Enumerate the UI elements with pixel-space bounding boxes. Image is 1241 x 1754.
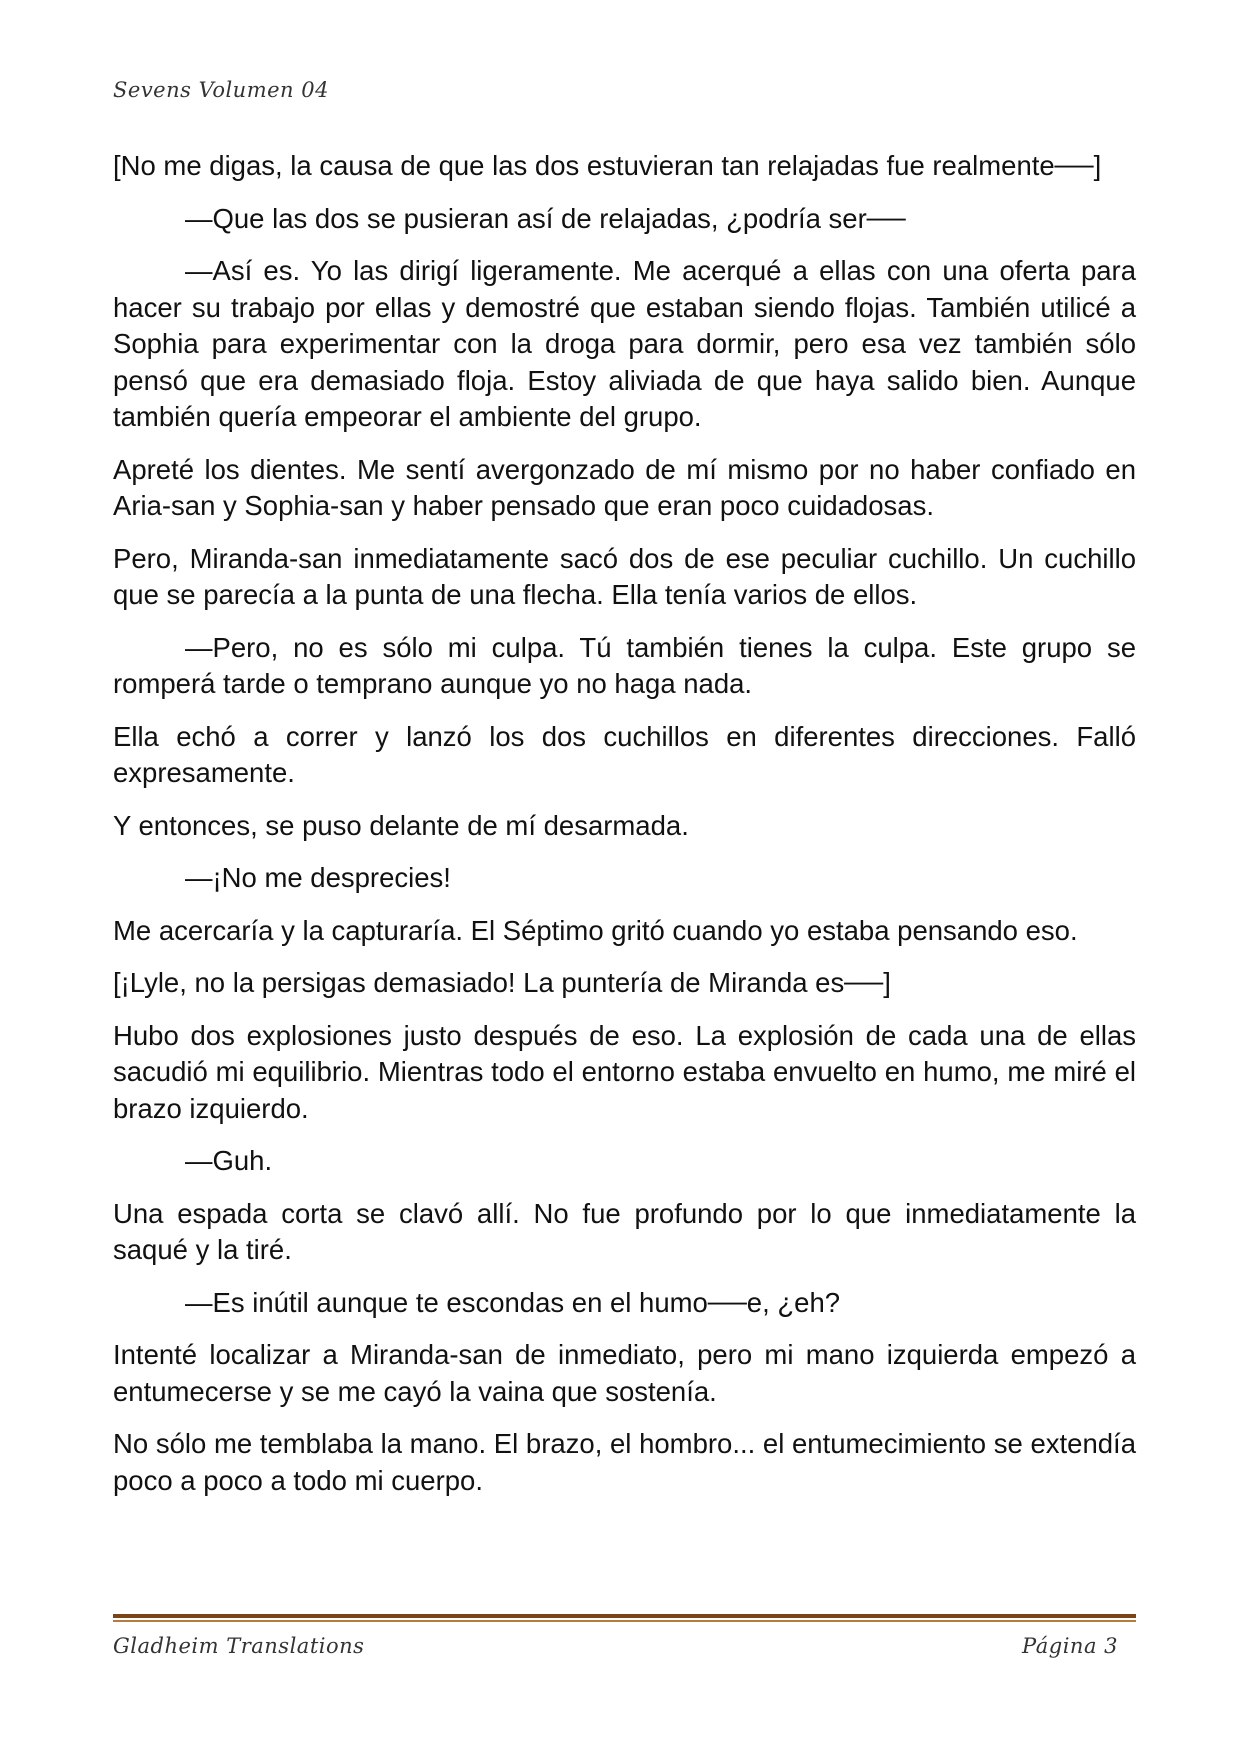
paragraph: Hubo dos explosiones justo después de eso. La explosión de cada una de ellas sacudió mi equilibrio. Mientras todo el entorno estaba envuelto en humo, me miré el brazo izquierdo. <box>113 1019 1136 1124</box>
paragraph: [No me digas, la causa de que las dos estuvieran tan relajadas fue realmente──] <box>113 150 1102 181</box>
paragraph: Me acercaría y la capturaría. El Séptimo gritó cuando yo estaba pensando eso. <box>113 914 1078 946</box>
paragraph: Intenté localizar a Miranda-san de inmediato, pero mi mano izquierda empezó a entumecerse y se me cayó la vaina que sostenía. <box>113 1339 1136 1407</box>
paragraph: No sólo me temblaba la mano. El brazo, el hombro... el entumecimiento se extendía poco a poco a todo mi cuerpo. <box>113 1428 1136 1496</box>
dialogue-paragraph: —Que las dos se pusieran así de relajadas, ¿podría ser── <box>185 202 906 234</box>
dialogue-paragraph: —Pero, no es sólo mi culpa. Tú también tienes la culpa. Este grupo se romperá tarde o temprano aunque yo no haga nada. <box>113 631 1136 699</box>
paragraph: [¡Lyle, no la persigas demasiado! La puntería de Miranda es──] <box>113 967 891 998</box>
dialogue-paragraph: —¡No me desprecies! <box>185 862 451 893</box>
paragraph: Apreté los dientes. Me sentí avergonzado de mí mismo por no haber confiado en Aria-san y Sophia-san y haber pensado que eran poco cuidadosas. <box>113 453 1136 521</box>
paragraph: Ella echó a correr y lanzó los dos cuchillos en diferentes direcciones. Falló expresamente. <box>113 720 1136 788</box>
body-text <box>113 148 1136 1515</box>
running-header: Sevens Volumen 04 <box>113 78 329 102</box>
dialogue-paragraph: —Es inútil aunque te escondas en el humo──e, ¿eh? <box>185 1286 841 1318</box>
dialogue-paragraph: —Guh. <box>185 1145 273 1176</box>
page-number: Página 3 <box>1022 1634 1118 1658</box>
dialogue-paragraph: —Así es. Yo las dirigí ligeramente. Me acerqué a ellas con una oferta para hacer su trabajo por ellas y demostré que estaban siendo flojas. También utilicé a Sophia para experimentar con la droga para dormir, pero esa vez también sólo pensó que era demasiado floja. Estoy aliviada de que haya salido bien. Aunque también quería empeorar el ambiente del grupo. <box>113 255 1136 432</box>
paragraph: Pero, Miranda-san inmediatamente sacó dos de ese peculiar cuchillo. Un cuchillo que se parecía a la punta de una flecha. Ella tenía varios de ellos. <box>113 542 1136 610</box>
footer-publisher: Gladheim Translations <box>113 1634 365 1658</box>
paragraph: Y entonces, se puso delante de mí desarmada. <box>113 809 689 841</box>
footer-divider <box>113 1614 1136 1622</box>
paragraph: Una espada corta se clavó allí. No fue profundo por lo que inmediatamente la saqué y la tiré. <box>113 1197 1136 1265</box>
